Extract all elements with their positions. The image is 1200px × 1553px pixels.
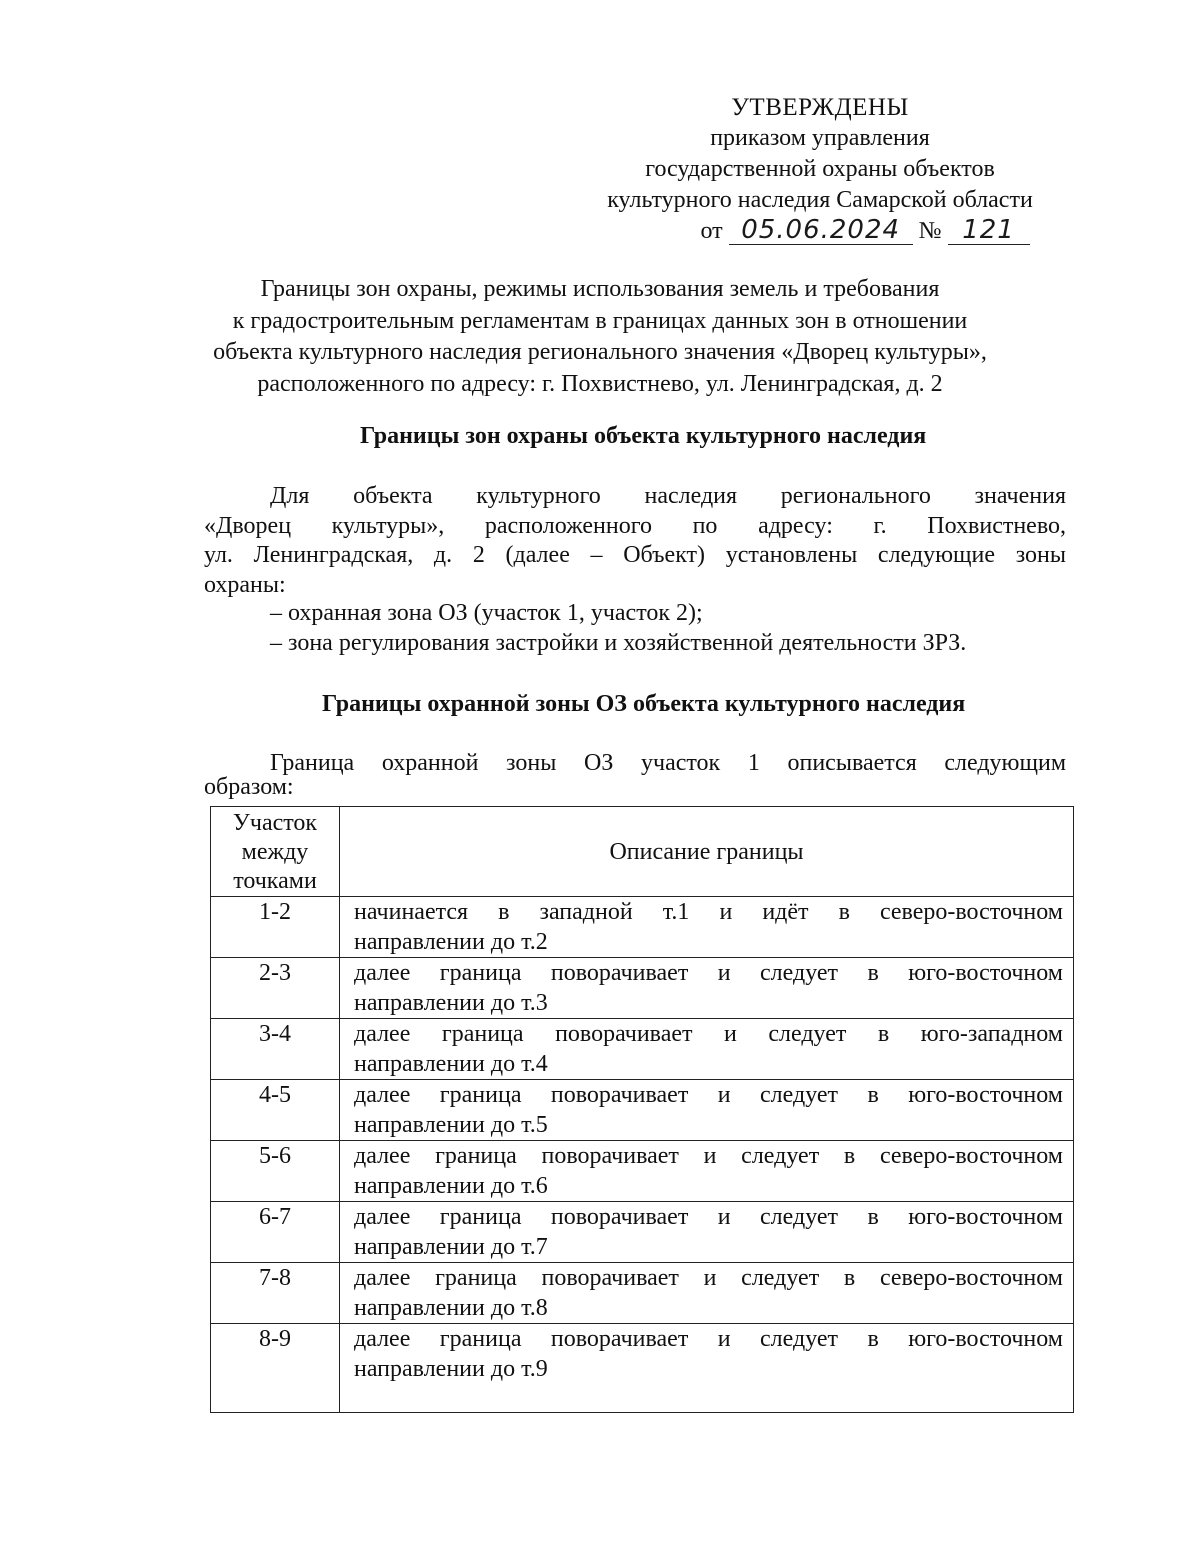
description-cell	[340, 1141, 1074, 1202]
table-intro-paragraph	[204, 748, 1066, 802]
segment-cell: 4-5	[211, 1080, 340, 1141]
description-line: направлении до т.7	[354, 1234, 548, 1260]
description-cell	[340, 1080, 1074, 1141]
header-segment-line: между	[241, 839, 309, 865]
section-heading-protective-zone: Границы охранной зоны ОЗ объекта культурного наследия	[322, 691, 966, 717]
number-label: №	[918, 218, 942, 244]
table-row	[211, 1019, 1074, 1080]
approval-block	[560, 92, 1080, 247]
intro-line: ул. Ленинградская, д. 2 (далее – Объект) установлены следующие зоны	[204, 542, 1066, 568]
approval-line-2: государственной охраны объектов	[645, 156, 995, 182]
description-line: направлении до т.5	[354, 1112, 548, 1138]
segment-cell: 7-8	[211, 1263, 340, 1324]
date-field	[729, 217, 913, 245]
title-line: расположенного по адресу: г. Похвистнево, ул. Ленинградская, д. 2	[257, 370, 943, 397]
header-description: Описание границы	[340, 807, 1074, 897]
description-line: направлении до т.8	[354, 1295, 548, 1321]
segment-cell: 1-2	[211, 897, 340, 958]
description-line: направлении до т.3	[354, 990, 548, 1016]
description-line: далее граница поворачивает и следует в юго-западном	[354, 1021, 1063, 1047]
header-segment	[211, 807, 340, 897]
description-line: далее граница поворачивает и следует в юго-восточном	[354, 1082, 1063, 1108]
description-cell	[340, 1202, 1074, 1263]
description-line: далее граница поворачивает и следует в северо-восточном	[354, 1265, 1063, 1291]
table-row	[211, 1202, 1074, 1263]
description-cell	[340, 1019, 1074, 1080]
from-label: от	[700, 218, 723, 244]
intro-line-text: Для объекта культурного наследия регионального значения	[270, 483, 1066, 509]
description-cell	[340, 958, 1074, 1019]
description-line: далее граница поворачивает и следует в юго-восточном	[354, 1204, 1063, 1230]
table-row	[211, 897, 1074, 958]
handwritten-date: 05.06.2024	[741, 215, 901, 245]
header-segment-line: точками	[233, 868, 317, 894]
table-intro-line	[204, 748, 1066, 778]
table-header-row	[211, 807, 1074, 897]
intro-line: «Дворец культуры», расположенного по адресу: г. Похвистнево,	[204, 512, 1066, 539]
approval-title: УТВЕРЖДЕНЫ	[731, 94, 909, 121]
table-intro-line-text: Граница охранной зоны ОЗ участок 1 описывается следующим	[270, 750, 1066, 776]
segment-cell: 2-3	[211, 958, 340, 1019]
number-field	[948, 217, 1030, 245]
intro-paragraph	[204, 482, 1066, 600]
title-line: объекта культурного наследия регионального значения «Дворец культуры»,	[213, 339, 987, 365]
handwritten-number: 121	[962, 215, 1015, 245]
description-line: начинается в западной т.1 и идёт в северо-восточном	[354, 899, 1063, 925]
segment-cell: 5-6	[211, 1141, 340, 1202]
description-line: направлении до т.2	[354, 929, 548, 955]
description-line: далее граница поворачивает и следует в северо-восточном	[354, 1143, 1063, 1169]
segment-cell: 8-9	[211, 1324, 340, 1413]
zone-item: – зона регулирования застройки и хозяйственной деятельности ЗРЗ.	[270, 630, 967, 656]
description-line: направлении до т.6	[354, 1173, 548, 1199]
title-line: к градостроительным регламентам в границах данных зон в отношении	[232, 307, 968, 334]
approval-line-1: приказом управления	[710, 125, 930, 151]
table-row	[211, 1324, 1074, 1413]
description-line: далее граница поворачивает и следует в юго-восточном	[354, 1326, 1063, 1352]
description-line: направлении до т.9	[354, 1356, 548, 1382]
description-cell	[340, 1263, 1074, 1324]
segment-cell: 3-4	[211, 1019, 340, 1080]
description-cell	[340, 897, 1074, 958]
intro-line	[204, 482, 1066, 512]
segment-cell: 6-7	[211, 1202, 340, 1263]
table-intro-line: образом:	[204, 774, 294, 800]
table-row	[211, 1263, 1074, 1324]
section-heading-zones: Границы зон охраны объекта культурного наследия	[360, 423, 927, 449]
intro-line: охраны:	[204, 571, 286, 598]
title-line: Границы зон охраны, режимы использования земель и требования	[260, 276, 940, 302]
boundary-table	[210, 806, 1074, 1413]
description-line: далее граница поворачивает и следует в юго-восточном	[354, 960, 1063, 986]
table-row	[211, 1080, 1074, 1141]
header-segment-line: Участок	[232, 810, 318, 836]
approval-date-line	[560, 216, 1080, 247]
table-row	[211, 958, 1074, 1019]
description-cell	[340, 1324, 1074, 1413]
document-title	[120, 274, 1080, 400]
zone-item: – охранная зона ОЗ (участок 1, участок 2);	[270, 600, 703, 626]
description-line: направлении до т.4	[354, 1051, 548, 1077]
table-row	[211, 1141, 1074, 1202]
approval-line-3: культурного наследия Самарской области	[607, 187, 1033, 213]
